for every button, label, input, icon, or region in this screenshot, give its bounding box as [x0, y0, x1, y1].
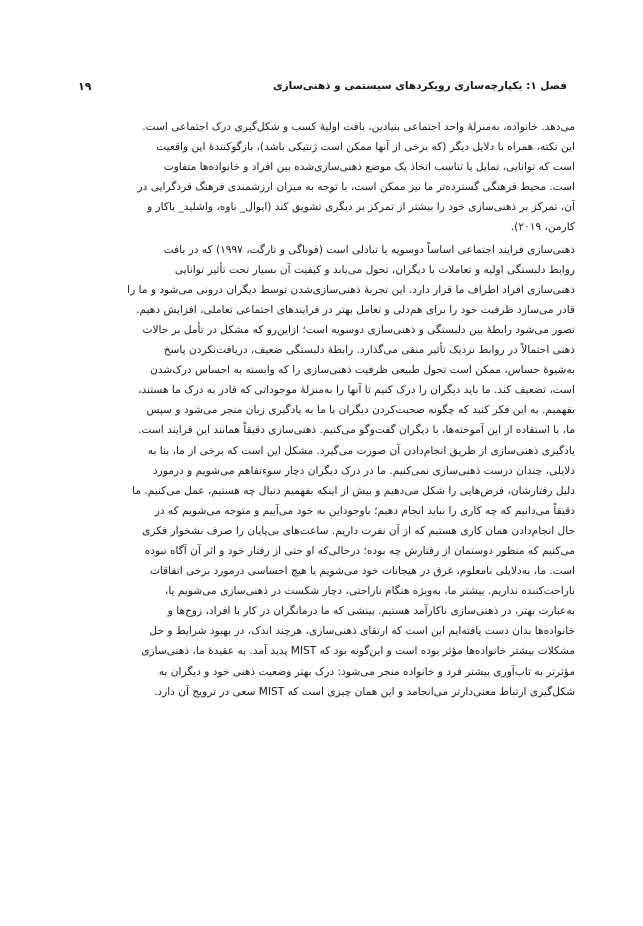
page-number: ۱۹ — [78, 80, 92, 93]
text-line: است. محیط فرهنگی گسترده‌تر ما نیز ممکن است، با توجه به میزان ارزشمندی فرهنگ فردگرایی در — [137, 181, 575, 194]
text-line: است. ما، به‌دلایلی نامعلوم، غرق در هیجانات خود می‌شویم یا هیچ احساسی درمورد برخی اتفاقات — [149, 565, 575, 578]
paragraph — [71, 240, 575, 702]
text-line: به‌شیوهٔ حساس، ممکن است تحول طبیعی ظرفیت ذهنی‌سازی را که وابسته به احساس درک‌شدن — [150, 364, 575, 377]
text-line: روابط دلبستگی اولیه و تعاملات با دیگران، تحول می‌یابد و کیفیت آن بسیار تحت تأثیر توانایی — [174, 263, 575, 276]
page-header — [78, 80, 567, 98]
paragraph — [71, 117, 575, 238]
text-line: ذهنی احتمالاً در روابط نزدیک تأثیر منفی می‌گذارد. رابطهٔ دلبستگی ضعیف، دریافت‌نکردن پاسخ — [163, 344, 575, 357]
text-line: این نکته، همراه با دلایل دیگر (که برخی از آنها ممکن است ژنتیکی باشد)، بازگوکنندهٔ این واقعیت — [156, 141, 575, 154]
text-line: مشکلات بیشتر خانواده‌ها مؤثر بوده است و این‌گونه بود که MIST پدید آمد. به عقیدهٔ ما، ذهنی‌سازی — [141, 645, 575, 658]
text-line: دقیقاً می‌دانیم که چه کاری را نباید انجام دهیم؛ باوجوداین به خود می‌آییم و متوجه می‌شویم که در — [154, 504, 575, 517]
text-line: شکل‌گیری ارتباط معنی‌دارتر می‌انجامد و این همان چیزی است که MIST سعی در ترویج آن دارد. — [154, 685, 575, 698]
text-line: می‌کنیم که منظور دوستمان از رفتارش چه بوده؛ درحالی‌که او حتی از رفتار خود و اثر آن آگاه نبوده — [144, 544, 575, 557]
text-line: یادگیری ذهنی‌سازی از طریق انجام‌دادن آن صورت می‌گیرد. مشکل این است که برخی از ما، بنا به — [147, 444, 575, 457]
body-text — [71, 117, 575, 704]
text-line: ما، با استفاده از این آموخته‌ها، با دیگران گفت‌وگو می‌کنیم. ذهنی‌سازی دقیقاً همانند این فرایند است. — [138, 424, 575, 437]
text-line: به‌عبارت بهتر، در ذهنی‌سازی ناکارآمد هستیم. بینشی که ما درمانگران در کار با افراد، زوج‌ها و — [167, 605, 575, 618]
text-line: است، تضعیف کند. ما باید دیگران را درک کنیم تا آنها را به‌منزلهٔ موجوداتی که قادر به درک ما هستند، — [138, 384, 575, 397]
text-line: ذهنی‌سازی فرایند اجتماعی اساساً دوسویه یا تبادلی است (فوناگی و تارگت، ۱۹۹۷) که در بافت — [163, 243, 575, 256]
text-line: است که توانایی، تمایل یا تناسب اتخاذ یک موضع ذهنی‌سازی‌شده بین افراد و خانواده‌ها متفاوت — [163, 161, 575, 174]
text-line: کارمن، ۲۰۱۹). — [510, 221, 575, 234]
text-line: دلایلی، چندان درست ذهنی‌سازی نمی‌کنیم. ما در درک دیگران دچار سوءتفاهم می‌شویم و درمورد — [152, 464, 575, 477]
text-line: حال انجام‌دادن همان کاری هستیم که از آن نفرت داریم. ساعت‌های بی‌پایان را صرف نشخوار فکری — [142, 524, 575, 537]
running-title: فصل ۱: یکپارچه‌سازی رویکردهای سیستمی و ذهنی‌سازی — [272, 80, 567, 92]
text-line: قادر می‌سازد ظرفیت خود را برای هم‌دلی و تعامل بهتر در فرایندهای اجتماعی تعاملی، افزایش دهیم. — [136, 303, 575, 316]
text-line: می‌دهد. خانواده، به‌منزلهٔ واحد اجتماعی بنیادین، بافت اولیهٔ کسب و شکل‌گیری درک اجتماعی است. — [142, 121, 575, 133]
text-line: بفهمیم. به این فکر کنید که چگونه صحبت‌کردن دیگران با ما به یادگیری زبان منجر می‌شود و سپس — [146, 404, 575, 417]
text-line: خانواده‌ها بدان دست یافته‌ایم این است که ارتقای ذهنی‌سازی، هرچند اندک، در بهبود شرایط و حل — [149, 625, 575, 638]
text-line: تصور می‌شود رابطهٔ بین دلبستگی و ذهنی‌سازی دوسویه است؛ ازاین‌رو که مشکل در تأمل بر حالات — [142, 323, 575, 336]
text-line: آن، تمرکز بر ذهنی‌سازی خود را بیشتر از تمرکز بر دیگری تشویق کند (ایوال_ ناوه، واشلید_ یاکار و — [147, 201, 575, 214]
text-line: ناراحت‌کننده نداریم. بیشتر ما، به‌ویژه هنگام ناراحتی، دچار شکست در ذهنی‌سازی می‌شویم یا، — [164, 585, 575, 598]
text-line: دلیل رفتارشان، فرض‌هایی را شکل می‌دهیم و بیش از اینکه بفهمیم دنبال چه هستیم، عمل می‌کنیم. ما — [132, 484, 575, 497]
text-line: مؤثرتر به تاب‌آوری بیشتر فرد و خانواده منجر می‌شود: درک بهتر وضعیت ذهنی خود و دیگران به — [158, 665, 575, 678]
text-line: ذهنی‌سازی افراد اطراف ما قرار دارد. این تجربهٔ ذهنی‌سازی‌شدن توسط دیگران درونی می‌شود و ما را — [127, 283, 575, 296]
